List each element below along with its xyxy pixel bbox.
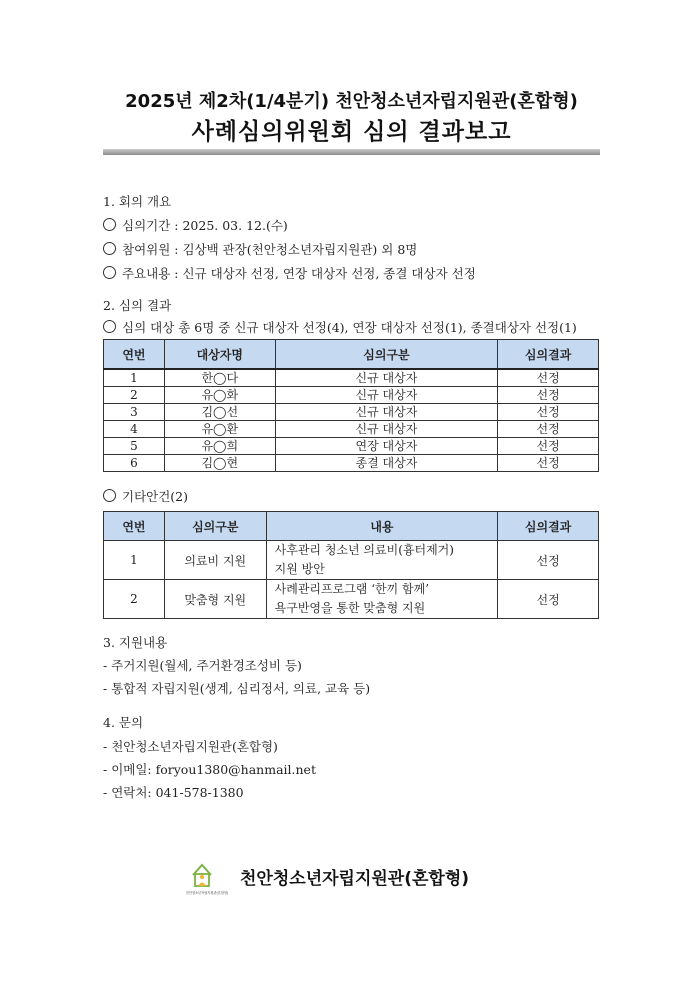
table-cell: 김◯현 <box>164 455 275 472</box>
main-content-item <box>103 264 476 282</box>
meeting-period-text: 심의기간 : 2025. 03. 12.(수) <box>122 218 288 233</box>
organization-logo <box>181 857 233 897</box>
table-row <box>104 455 599 472</box>
table-header-row <box>104 512 599 541</box>
participants-text: 참여위원 : 김상백 관장(천안청소년자립지원관) 외 8명 <box>122 242 418 257</box>
other-agenda-item <box>103 487 188 505</box>
section4-heading: 4. 문의 <box>103 715 144 730</box>
column-header: 심의구분 <box>275 340 498 370</box>
table-cell: 5 <box>104 438 165 455</box>
review-summary-item <box>103 318 577 336</box>
table-cell: 한◯다 <box>164 369 275 387</box>
table-row <box>104 580 599 619</box>
table-cell: 의료비 지원 <box>164 541 266 580</box>
table-cell: 신규 대상자 <box>275 404 498 421</box>
contact-email: - 이메일: foryou1380@hanmail.net <box>103 762 316 777</box>
table-cell: 신규 대상자 <box>275 421 498 438</box>
table-cell: 4 <box>104 421 165 438</box>
column-header: 대상자명 <box>164 340 275 370</box>
table-header-row <box>104 340 599 370</box>
main-content-text: 주요내용 : 신규 대상자 선정, 연장 대상자 선정, 종결 대상자 선정 <box>122 266 476 281</box>
column-header: 연번 <box>104 340 165 370</box>
section1-heading: 1. 회의 개요 <box>103 194 172 209</box>
table-row <box>104 404 599 421</box>
table-row <box>104 541 599 580</box>
content-line: 사후관리 청소년 의료비(흉터제거) <box>274 543 454 557</box>
meeting-period-item <box>103 216 288 234</box>
column-header: 심의구분 <box>164 512 266 541</box>
table-cell: 선정 <box>498 387 599 404</box>
table-cell: 유◯화 <box>164 387 275 404</box>
title-underline-bar <box>103 149 600 155</box>
table-cell: 선정 <box>498 580 599 619</box>
table-cell: 3 <box>104 404 165 421</box>
table-cell: 맞춤형 지원 <box>164 580 266 619</box>
table-row <box>104 438 599 455</box>
column-header: 내용 <box>266 512 498 541</box>
table-cell: 김◯선 <box>164 404 275 421</box>
other-agenda-table <box>103 511 599 619</box>
column-header: 심의결과 <box>498 512 599 541</box>
page-title: 사례심의위원회 심의 결과보고 <box>191 119 512 145</box>
logo-caption: 천안청소년자립지원관(혼합형) <box>185 891 229 895</box>
other-agenda-text: 기타안건(2) <box>122 489 189 504</box>
table-row <box>104 369 599 387</box>
table-cell: 6 <box>104 455 165 472</box>
circle-bullet-icon <box>103 242 116 255</box>
circle-bullet-icon <box>103 320 116 333</box>
participants-item <box>103 240 417 258</box>
circle-bullet-icon <box>103 218 116 231</box>
table-row <box>104 421 599 438</box>
table-cell: 유◯희 <box>164 438 275 455</box>
contact-phone: - 연락처: 041-578-1380 <box>103 785 244 800</box>
table-cell: 2 <box>104 387 165 404</box>
person-figure-icon <box>198 883 206 887</box>
support-item: - 통합적 자립지원(생계, 심리정서, 의료, 교육 등) <box>103 681 371 696</box>
table-cell: 신규 대상자 <box>275 387 498 404</box>
title-box <box>103 83 600 155</box>
table-cell: 선정 <box>498 541 599 580</box>
footer-organization-name: 천안청소년자립지원관(혼합형) <box>240 869 470 889</box>
person-head-icon <box>200 875 204 879</box>
table-cell: 종결 대상자 <box>275 455 498 472</box>
review-summary-text: 심의 대상 총 6명 중 신규 대상자 선정(4), 연장 대상자 선정(1), 종결대상자 선정(1) <box>122 320 577 335</box>
column-header: 심의결과 <box>498 340 599 370</box>
content-line: 사례관리프로그램 ‘한끼 함께’ <box>274 582 430 596</box>
contact-org: - 천안청소년자립지원관(혼합형) <box>103 739 278 754</box>
table-cell: 선정 <box>498 455 599 472</box>
section3-heading: 3. 지원내용 <box>103 635 168 650</box>
table-cell-content <box>266 580 498 619</box>
table-cell: 1 <box>104 541 165 580</box>
table-cell: 연장 대상자 <box>275 438 498 455</box>
title-line1: 2025년 제2차(1/4분기) 천안청소년자립지원관(혼합형) <box>125 91 578 112</box>
table-cell: 선정 <box>498 438 599 455</box>
review-result-table <box>103 339 599 472</box>
table-cell: 선정 <box>498 404 599 421</box>
content-line: 욕구반영을 통한 맞춤형 지원 <box>274 601 426 615</box>
table-cell: 선정 <box>498 369 599 387</box>
column-header: 연번 <box>104 512 165 541</box>
section2-heading: 2. 심의 결과 <box>103 298 172 313</box>
circle-bullet-icon <box>103 266 116 279</box>
table-cell: 유◯환 <box>164 421 275 438</box>
table-cell: 신규 대상자 <box>275 369 498 387</box>
table-cell-content <box>266 541 498 580</box>
support-item: - 주거지원(월세, 주거환경조성비 등) <box>103 658 302 673</box>
content-line: 지원 방안 <box>274 562 325 576</box>
table-row <box>104 387 599 404</box>
circle-bullet-icon <box>103 489 116 502</box>
table-cell: 1 <box>104 369 165 387</box>
table-cell: 2 <box>104 580 165 619</box>
table-cell: 선정 <box>498 421 599 438</box>
